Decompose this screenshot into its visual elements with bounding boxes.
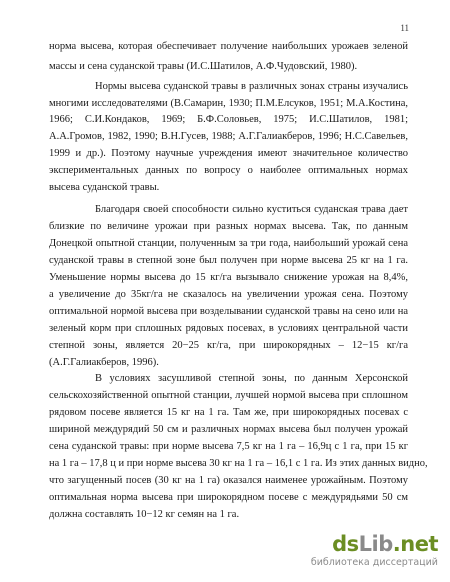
text-line: должна составлять 10−12 кг семян на 1 га.: [49, 509, 240, 520]
text-line: Донецкой опытной станции, полученным за три года, наибольший урожай сена: [49, 238, 408, 249]
text-line: массы и сена суданской травы (И.С.Шатилов, А.Ф.Чудовский, 1980).: [49, 61, 358, 72]
text-line: (А.Г.Галиакберов, 1996).: [49, 357, 159, 368]
text-line: 1966; С.И.Кондаков, 1969; Б.Ф.Соловьев, 1975; И.С.Шатилов, 1981;: [49, 114, 408, 125]
text-line: что загущенный посев (30 кг на 1 га) оказался наименее урожайным. Поэтому: [49, 475, 408, 486]
text-line: сена суданской травы: при норме высева 7,5 кг на 1 га – 16,9ц с 1 га, при 15 кг: [49, 441, 408, 452]
text-line: близкие по величине урожаи при разных нормах высева. Так, по данным: [49, 221, 408, 232]
text-line: степной зоны, является 20−25 кг/га, при широкорядных – 12−15 кг/га: [49, 340, 408, 351]
watermark-subtitle: библиотека диссертаций: [310, 557, 438, 568]
text-line: оптимальной нормой высева при возделывании суданской травы на сено или на: [49, 306, 408, 317]
text-line: а увеличение до 35кг/га не сказалось на увеличении урожая сена. Поэтому: [49, 289, 408, 300]
text-line: многими исследователями (В.Самарин, 1930; П.М.Елсуков, 1951; М.А.Костина,: [49, 98, 408, 109]
text-line: Благодаря своей способности сильно куститься суданская трава дает: [95, 204, 408, 215]
text-line: В условиях засушливой степной зоны, по данным Херсонской: [95, 373, 408, 384]
text-line: суданской травы в степной зоне был получен при норме высева 25 кг на 1 га.: [49, 255, 408, 266]
text-line: оптимальная норма высева при широкорядном посеве с междурядьями 50 см: [49, 492, 408, 503]
text-line: Уменьшение нормы высева до 15 кг/га вызывало снижение урожая на 8,4%,: [49, 272, 408, 283]
text-line: на 1 га – 17,8 ц и при норме высева 30 кг на 1 га – 16,1 с 1 га. Из этих данных видно,: [49, 458, 428, 469]
text-line: Нормы высева суданской травы в различных зонах страны изучались: [95, 81, 408, 92]
text-line: норма высева, которая обеспечивает получение наибольших урожаев зеленой: [49, 41, 408, 52]
text-line: рядовом посеве является 15 кг на 1 га. Там же, при широкорядных посевах с: [49, 407, 408, 418]
text-line: сельскохозяйственной опытной станции, лучшей нормой высева при сплошном: [49, 390, 408, 401]
text-line: А.А.Громов, 1982, 1990; В.Н.Гусев, 1988; А.Г.Галиакберов, 1996; Н.С.Савельев,: [49, 131, 408, 142]
text-line: экспериментальных данных по вопросу о наиболее оптимальных нормах: [49, 165, 408, 176]
text-line: высева суданской травы.: [49, 182, 160, 193]
page-number: 11: [400, 23, 409, 33]
text-line: шириной междурядий 50 см и различных нормах высева был получен урожай: [49, 424, 408, 435]
watermark-logo: [310, 532, 438, 572]
text-line: зеленый корм при сплошных рядовых посевах, в условиях центральной части: [49, 323, 408, 334]
text-line: 1999 и др.). Поэтому научные учреждения имеют значительное количество: [49, 148, 408, 159]
dslib-logo: dsLib.net: [332, 532, 438, 556]
